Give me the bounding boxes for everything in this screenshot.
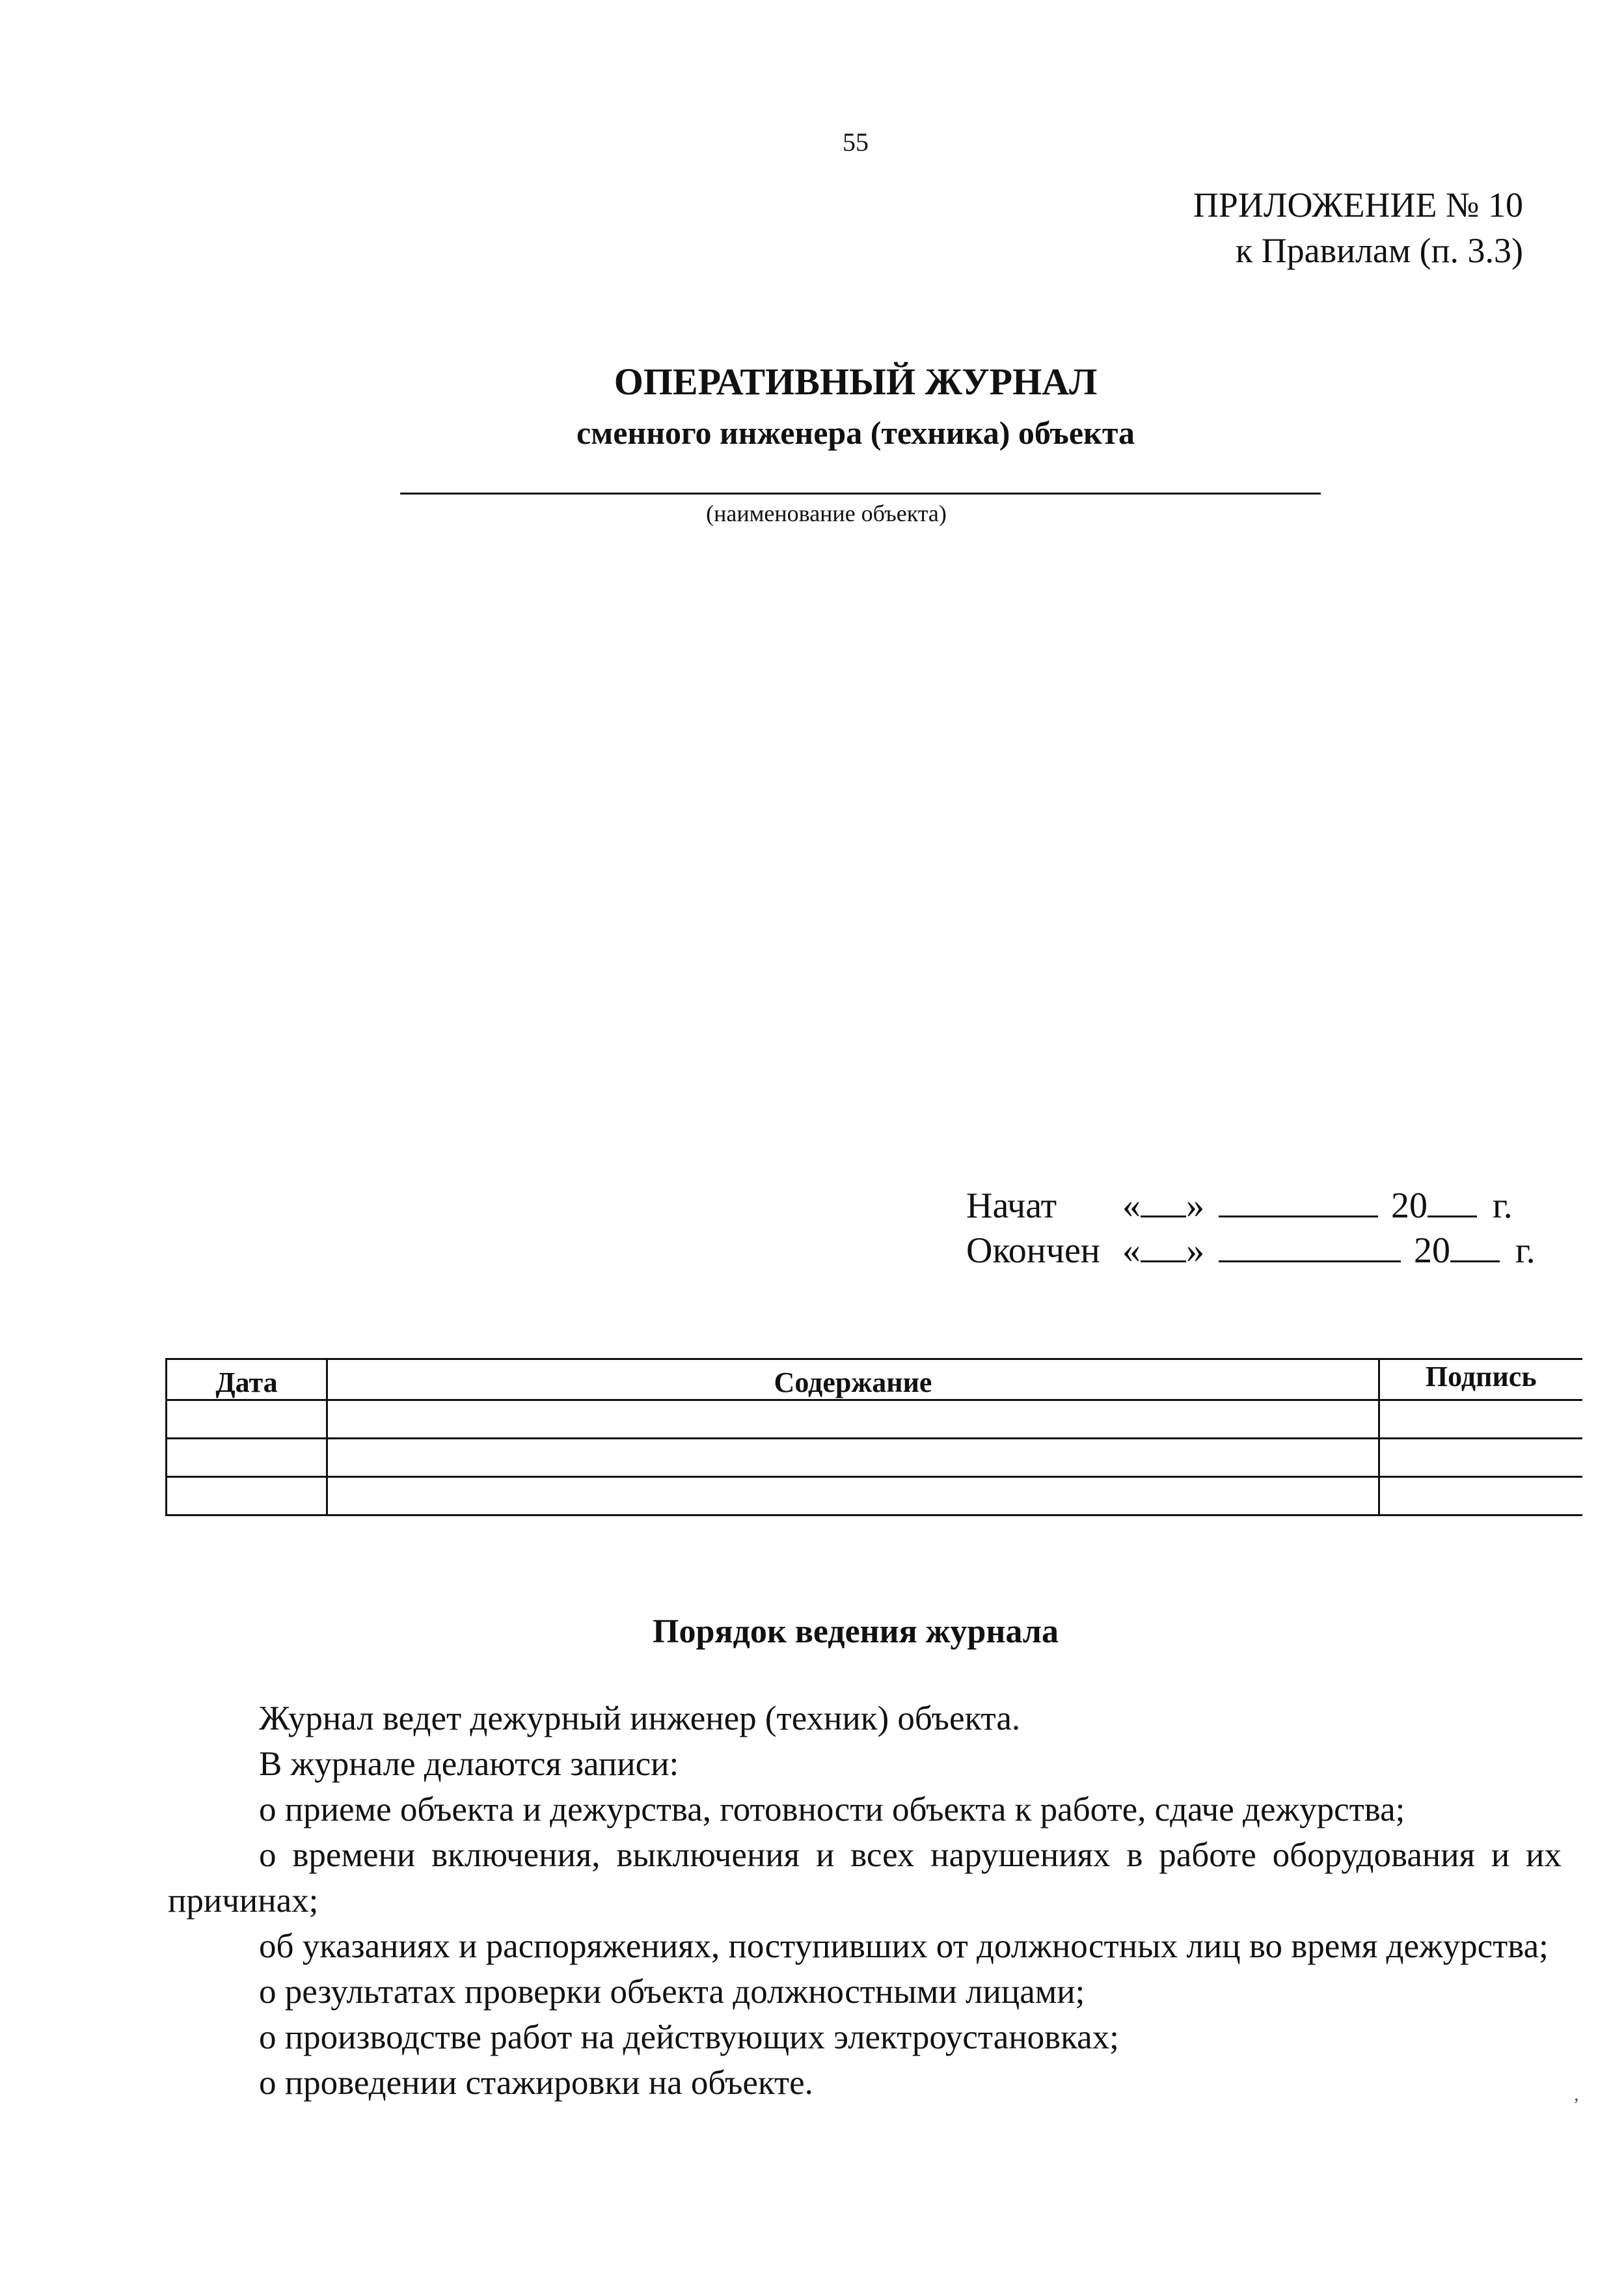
cell-content [327, 1439, 1379, 1477]
document-title: ОПЕРАТИВНЫЙ ЖУРНАЛ [614, 360, 1098, 403]
finished-year-blank [1450, 1229, 1500, 1262]
finished-open-quote: « [1122, 1230, 1141, 1271]
started-close-quote: » [1186, 1186, 1204, 1226]
started-label: Начат [966, 1186, 1057, 1226]
cell-signature [1379, 1400, 1582, 1439]
appendix-reference: к Правилам (п. 3.3) [1235, 231, 1523, 270]
finished-year-prefix: 20 [1414, 1230, 1450, 1271]
finished-label: Окончен [966, 1230, 1100, 1271]
finished-year-suffix: г. [1515, 1230, 1536, 1271]
header-signature: Подпись [1379, 1359, 1582, 1400]
paragraph: о времени включения, выключения и всех нарушениях в работе оборудования и их причинах; [168, 1836, 1562, 1920]
section-title: Порядок ведения журнала [653, 1613, 1059, 1650]
paragraph: о приеме объекта и дежурства, готовности объекта к работе, сдаче дежурства; [259, 1791, 1405, 1828]
started-year-blank [1428, 1184, 1477, 1217]
paragraph: о производстве работ на действующих электроустановках; [259, 2018, 1119, 2056]
finished-day-blank [1141, 1229, 1186, 1262]
finished-close-quote: » [1186, 1230, 1204, 1271]
header-date: Дата [167, 1359, 327, 1400]
procedure-text [168, 1696, 1562, 2106]
page-number: 55 [843, 128, 869, 157]
table-row [167, 1477, 1582, 1515]
cell-content [327, 1400, 1379, 1439]
cell-signature [1379, 1439, 1582, 1477]
cell-date [167, 1439, 327, 1477]
object-name-line [400, 493, 1321, 495]
scan-speck: ʼ [1573, 2095, 1580, 2115]
started-open-quote: « [1122, 1186, 1141, 1226]
journal-table [165, 1358, 1582, 1516]
cell-content [327, 1477, 1379, 1515]
document-subtitle: сменного инженера (техника) объекта [576, 414, 1135, 451]
started-year-prefix: 20 [1391, 1186, 1428, 1226]
appendix-header [1193, 182, 1523, 273]
started-day-blank [1141, 1184, 1186, 1217]
cell-date [167, 1400, 327, 1439]
cell-signature [1379, 1477, 1582, 1515]
table-header-row [167, 1359, 1582, 1400]
header-content: Содержание [327, 1359, 1379, 1400]
table-row [167, 1400, 1582, 1439]
object-name-caption: (наименование объекта) [706, 500, 947, 526]
finished-date-row [966, 1229, 1536, 1271]
cell-date [167, 1477, 327, 1515]
started-year-suffix: г. [1493, 1186, 1513, 1226]
started-date-row [966, 1184, 1513, 1227]
table-row [167, 1439, 1582, 1477]
paragraph: о проведении стажировки на объекте. [259, 2064, 813, 2102]
paragraph: В журнале делаются записи: [259, 1745, 679, 1783]
paragraph: об указаниях и распоряжениях, поступивших от должностных лиц во время дежурства; [259, 1927, 1549, 1965]
finished-month-blank [1219, 1229, 1401, 1262]
appendix-number: ПРИЛОЖЕНИЕ № 10 [1193, 185, 1523, 224]
paragraph: о результатах проверки объекта должностными лицами; [259, 1973, 1085, 2011]
started-month-blank [1219, 1184, 1378, 1217]
paragraph: Журнал ведет дежурный инженер (техник) объекта. [259, 1700, 1021, 1737]
